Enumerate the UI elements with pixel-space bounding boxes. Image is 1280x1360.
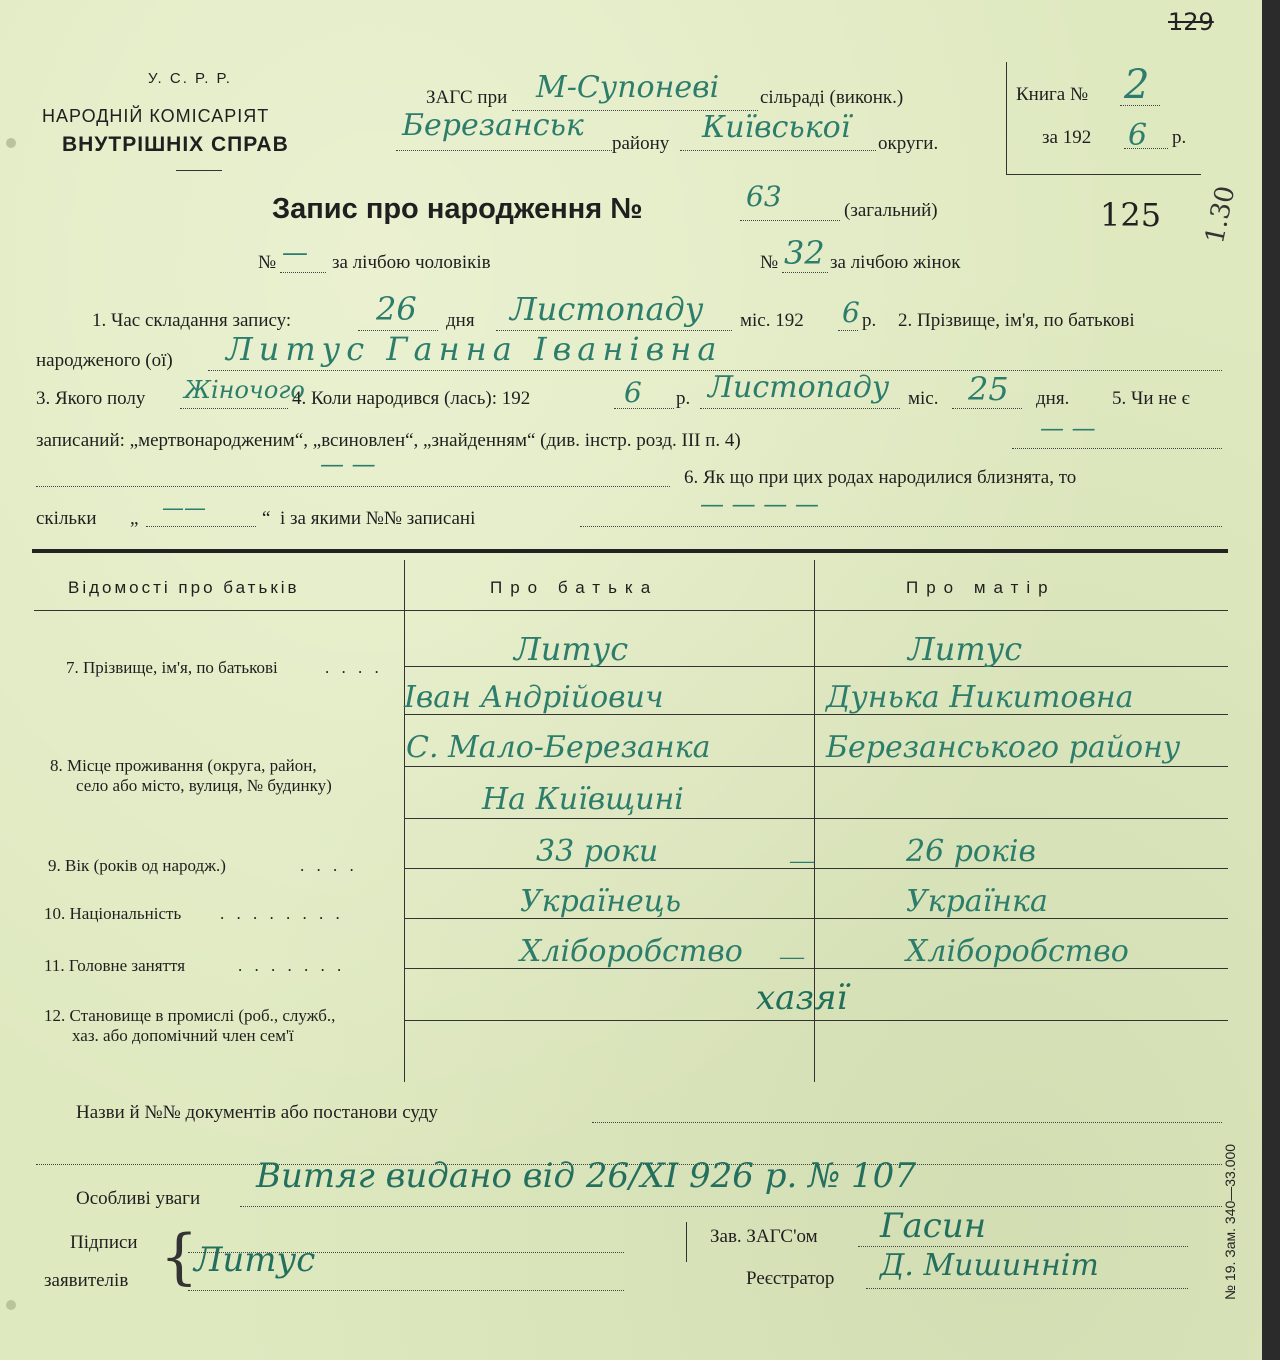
commissariat-line1: НАРОДНІЙ КОМІСАРІЯТ — [42, 106, 270, 126]
print-info: № 19. Зам. 340—33.000 — [1222, 1143, 1238, 1300]
remarks-line — [240, 1206, 1222, 1207]
page-number: 129 — [1168, 8, 1214, 36]
village-value: М-Супоневі — [536, 70, 720, 105]
header-rule — [176, 170, 222, 171]
okruga-value: Київської — [702, 110, 851, 145]
head-label: Зав. ЗАГС'ом — [710, 1226, 818, 1247]
day-word: дня — [446, 310, 475, 331]
signatures-label-2: заявителів — [44, 1270, 129, 1291]
q6-line2 — [580, 526, 1222, 527]
born-month-line — [700, 408, 900, 409]
row-label-nationality: 10. Національність — [44, 904, 182, 923]
women-count-label: за лічбою жінок — [830, 252, 961, 273]
raion-value: Березанськ — [402, 108, 584, 143]
born-r-label: р. — [676, 388, 691, 409]
time-month-value: Листопаду — [510, 290, 704, 328]
remarks-label: Особливі уваги — [76, 1188, 201, 1209]
father-age: 33 роки — [536, 834, 659, 869]
book-r-label: р. — [1172, 127, 1187, 148]
col-header-mother: Про матір — [906, 578, 1056, 597]
mother-age: 26 років — [906, 834, 1036, 869]
book-year-line — [1124, 148, 1168, 149]
table-col-divider-1 — [404, 560, 405, 1082]
zags-label: ЗАГС при — [426, 87, 508, 108]
father-surname: Литус — [514, 630, 629, 668]
mother-surname: Литус — [908, 630, 1023, 668]
book-label: Книга № — [1016, 84, 1089, 105]
q5-value2: — — — [320, 450, 376, 478]
signatures-label-1: Підписи — [70, 1232, 138, 1253]
q5-value: — — — [1040, 414, 1096, 442]
commissariat-line2: ВНУТРІШНІХ СПРАВ — [62, 133, 289, 156]
margin-number: 1.30 — [1200, 183, 1242, 247]
record-number: 63 — [746, 180, 782, 213]
row-label-age: 9. Вік (років од народж.) — [48, 856, 226, 875]
born-day-value: 25 — [968, 370, 1009, 408]
q6-label-part2: скільки — [36, 508, 97, 529]
documents-line — [592, 1122, 1222, 1123]
signature-line-1 — [188, 1252, 624, 1253]
father-nationality: Українець — [520, 884, 682, 919]
row-label-residence-1: 8. Місце проживання (округа, район, — [50, 756, 317, 775]
birth-record-sheet: 129 У. С. Р. Р. НАРОДНІЙ КОМІСАРІЯТ ВНУТРІШНІХ СПРАВ ЗАГС при М-Супоневі сільраді (виконк.) Березанськ району Київської округи. Книга № 2 за 192 6 р. Запис про народження № 63 (загальний) 125 1.30 № — за лічбою чоловіків № 32 за лічбою жінок 1. Час складання запису: 26 дня Листопаду міс. 192 6 р. 2. Прізвище, ім'я, по батькові народженого (ої) Литус Ганна Іванівна 3. Якого полу Жіночого 4. Коли народився (лась): 192 6 р. Листопаду міс. 25 дня. 5. Чи не є записаний: „мертвонародженим“, „всиновлен“, „знайденням“ (див. інстр. розд. III п. 4) — — — — 6. Як що при цих родах народилися близнята, то скільки „ —— “ і за якими №№ записані — — — — Відомості про батьків Про батька Про матір 7. Прізвище, ім'я, по батькові . . . . 8. Місце проживання (округа, район, село або місто, вулиця, № будинку) 9. Вік (років од народж.) . . . . 10. Національність . . . . . . . . 11. Головне заняття . . . . . . . 12. Становище в промислі (роб., служб., хаз. або допомічний член сем'ї Литус Іван Андрійович С. Мало-Березанка На Київщині 33 роки Українець Хліборобство хазяї Литус Дунька Никитовна Березанського району 26 років Українка Хліборобство — — Назви й №№ документів або постанови суду Особливі уваги Витяг видано від 26/XI 926 р. № 107 Підписи заявителів { Литус Зав. ЗАГС'ом Гасин Реєстратор Д. Мишинніт № 19. Зам. 340—33.000 — [0, 0, 1262, 1360]
raion-line — [396, 150, 612, 151]
q5-line1 — [1012, 448, 1222, 449]
father-name: Іван Андрійович — [404, 680, 664, 715]
father-position: хазяї — [756, 978, 848, 1018]
sex-line — [180, 408, 288, 409]
time-year-value: 6 — [842, 296, 860, 329]
time-year-line — [838, 330, 858, 331]
name-label-part1: 2. Прізвище, ім'я, по батькові — [898, 310, 1135, 331]
registrar-signature: Д. Мишинніт — [880, 1248, 1099, 1283]
father-occupation: Хліборобство — [520, 934, 743, 969]
q6-label-part1: 6. Як що при цих родах народилися близнята, то — [684, 467, 1077, 488]
born-year-line — [614, 408, 674, 409]
okruga-line — [680, 150, 876, 151]
col-header-parents: Відомості про батьків — [68, 578, 300, 597]
col-header-father: Про батька — [490, 578, 659, 597]
general-label: (загальний) — [844, 200, 938, 221]
registrar-label: Реєстратор — [746, 1268, 835, 1289]
row-label-residence-2: село або місто, вулиця, № будинку) — [76, 776, 332, 795]
record-number-line — [740, 220, 840, 221]
born-mis-label: міс. — [908, 388, 939, 409]
q5-label-part1: 5. Чи не є — [1112, 388, 1190, 409]
okrugy-label: округи. — [878, 133, 939, 154]
row-label-position-1: 12. Становище в промислі (роб., служб., — [44, 1006, 336, 1025]
row-label-name: 7. Прізвище, ім'я, по батькові — [66, 658, 278, 677]
father-residence-1: С. Мало-Березанка — [406, 730, 711, 765]
name-label-part2: народженого (ої) — [36, 350, 173, 371]
born-label: 4. Коли народився (лась): 192 — [292, 388, 531, 409]
applicant-signature: Литус — [194, 1240, 316, 1280]
extra-number: 125 — [1100, 196, 1162, 234]
head-signature: Гасин — [880, 1206, 987, 1246]
q6-value2: — — — — — [700, 490, 819, 518]
women-count-value: 32 — [784, 234, 825, 272]
q6-label-part3: і за якими №№ записані — [280, 508, 476, 529]
born-year-value: 6 — [624, 376, 642, 409]
q6-value1: —— — [162, 496, 206, 521]
newborn-name-value: Литус Ганна Іванівна — [226, 330, 723, 368]
sex-value: Жіночого — [184, 376, 305, 404]
book-line — [1120, 105, 1160, 106]
mother-residence-1: Березанського району — [826, 730, 1181, 765]
time-month-label: міс. 192 — [740, 310, 804, 331]
book-year-label: за 192 — [1042, 127, 1092, 148]
born-day-line — [952, 408, 1022, 409]
remarks-value: Витяг видано від 26/XI 926 р. № 107 — [256, 1156, 916, 1196]
book-year-value: 6 — [1128, 118, 1148, 153]
born-dnya-label: дня. — [1036, 388, 1070, 409]
born-month-value: Листопаду — [708, 370, 890, 405]
book-value: 2 — [1124, 62, 1150, 108]
men-count-label: за лічбою чоловіків — [332, 252, 491, 273]
men-count-line — [280, 272, 326, 273]
head-line — [858, 1246, 1188, 1247]
sex-label: 3. Якого полу — [36, 388, 146, 409]
signature-line-2 — [188, 1290, 624, 1291]
mother-nationality: Українка — [906, 884, 1048, 919]
binder-hole-top — [6, 138, 16, 148]
book-box — [1006, 62, 1201, 175]
row-label-occupation: 11. Головне заняття — [44, 956, 186, 975]
time-label: 1. Час складання запису: — [92, 310, 292, 331]
father-residence-2: На Київщині — [482, 782, 684, 817]
ussr-label: У. С. Р. Р. — [148, 70, 232, 87]
time-r-label: р. — [862, 310, 877, 331]
silradi-label: сільраді (виконк.) — [760, 87, 904, 108]
table-top-rule — [32, 549, 1228, 553]
time-day-value: 26 — [376, 290, 417, 328]
table-header-rule — [34, 610, 1228, 611]
women-count-line — [782, 272, 828, 273]
raionu-label: району — [612, 133, 670, 154]
q5-line2 — [36, 486, 670, 487]
mother-name: Дунька Никитовна — [826, 680, 1134, 715]
q5-label-part2: записаний: „мертвонародженим“, „всиновлен“, „знайденням“ (див. інстр. розд. III п. 4) — [36, 430, 741, 451]
binder-hole-bottom — [6, 1300, 16, 1310]
mother-occupation: Хліборобство — [906, 934, 1129, 969]
record-title: Запис про народження № — [272, 193, 643, 225]
registrar-line — [866, 1288, 1188, 1289]
q6-line1 — [146, 526, 256, 527]
men-count-value: — — [282, 238, 308, 268]
row-label-position-2: хаз. або допомічний член сем'ї — [72, 1026, 294, 1045]
documents-label: Назви й №№ документів або постанови суду — [76, 1102, 438, 1123]
